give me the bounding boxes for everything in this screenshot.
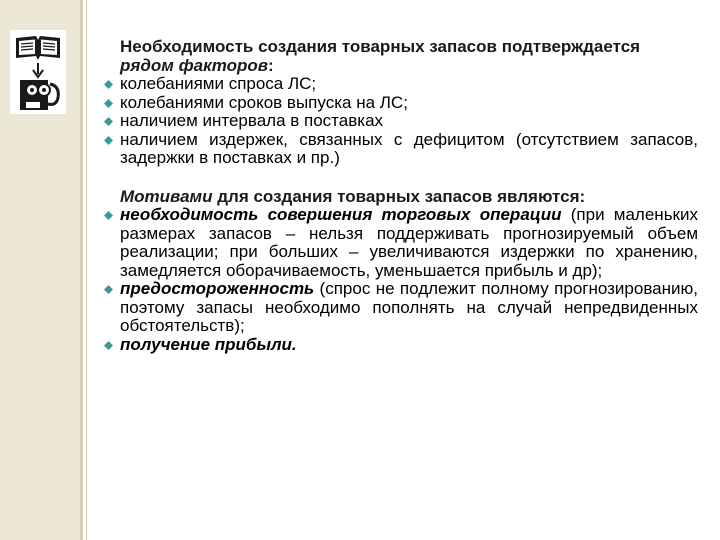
list-item-text: колебаниями спроса ЛС; [120,74,317,93]
section1-list [104,75,698,168]
list-item-emphasis: получение прибыли. [120,334,297,354]
list-item-text: наличием интервала в поставках [120,111,384,130]
section2-heading [120,188,698,207]
list-item [104,112,698,131]
section1-heading-text: Необходимость создания товарных запасов подтверждается [120,37,641,56]
diamond-bullet-icon [104,117,113,126]
list-item [104,336,698,355]
section1-heading [120,38,698,75]
diamond-bullet-icon [104,285,113,294]
diamond-bullet-icon [104,80,113,89]
diamond-bullet-icon [104,136,113,145]
list-item-text: наличием издержек, связанных с дефицитом (отсутствием запасов, задержки в поставках и пр.) [120,129,698,167]
list-item-emphasis: необходимость совершения торговых операции [120,205,562,224]
side-divider-thin [86,0,87,540]
diamond-bullet-icon [104,99,113,108]
list-item-text: (при маленьких размерах запасов – нельзя поддерживать прогнозируемый объем реализации; при больших – увеличиваются издержки по хранению, замедляется оборачиваемость, уменьшается прибыль и др); [120,205,698,280]
slide-content [104,38,698,354]
list-item [104,206,698,280]
list-item-text: (спрос не подлежит полному прогнозированию, поэтому запасы необходимо пополнять на случай непредвиденных обстоятельств); [120,279,698,335]
list-item [104,75,698,94]
list-item-emphasis: предостороженность [120,279,315,298]
list-item-text: колебаниями сроков выпуска на ЛС; [120,92,408,112]
section2-heading-emphasis: Мотивами [120,186,213,206]
diamond-bullet-icon [104,341,113,350]
section1-heading-emphasis: рядом факторов [120,55,269,75]
side-divider [80,0,83,540]
section2-list [104,206,698,354]
section2-heading-text: для создания товарных запасов являются: [212,186,586,206]
list-item [104,94,698,113]
list-item [104,131,698,168]
list-item [104,280,698,336]
section1-heading-colon: : [268,55,274,75]
book-figure-logo-icon [10,30,66,114]
diamond-bullet-icon [104,211,113,220]
